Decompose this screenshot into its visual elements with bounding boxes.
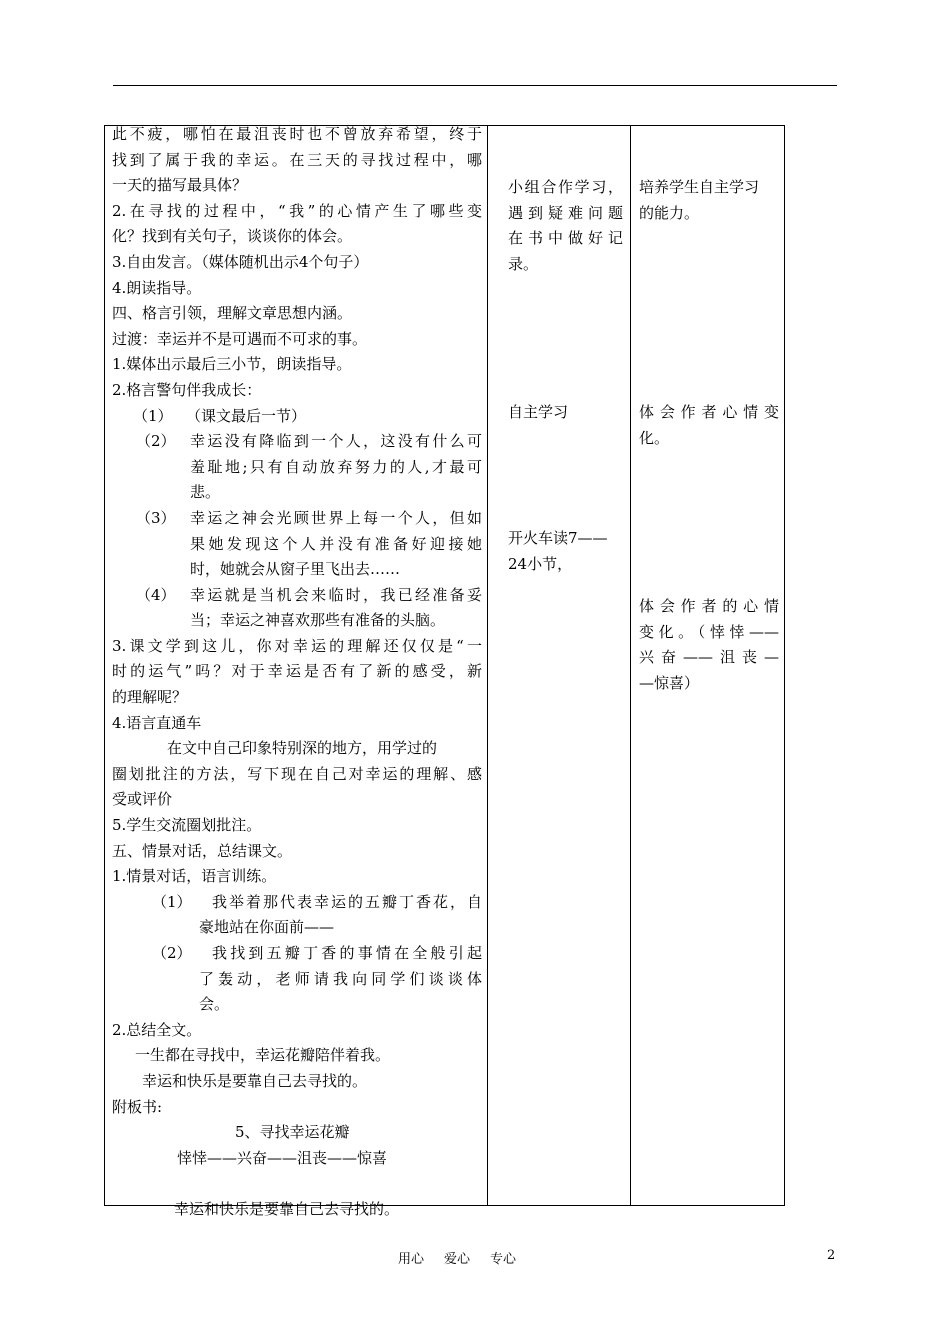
process-line: 的理解呢？ [112,688,188,707]
intent-line: 体会作者的心情 [639,597,779,615]
process-line: 1.情景对话，语言训练。 [112,867,277,886]
student-activity-column [508,126,623,1205]
summary-line: 一生都在寻找中，幸运花瓣陪伴着我。 [135,1046,391,1065]
quote-number: （4） [136,585,176,604]
activity-line: 录。 [508,254,539,273]
activity-line: 小组合作学习， [508,178,623,196]
column-divider [487,126,488,1205]
summary-line: 幸运和快乐是要靠自己去寻找的。 [142,1071,368,1090]
intent-line: —惊喜） [639,673,700,692]
intent-line: 的能力。 [639,203,700,222]
summary-title: 2.总结全文。 [112,1020,202,1039]
board-mood: 悻悻——兴奋——沮丧——惊喜 [177,1148,388,1167]
process-line: 圈划批注的方法，写下现在自己对幸运的理解、感 [112,764,482,783]
process-line: 受或评价 [112,790,173,809]
process-line: 一天的描写最具体？ [112,176,248,195]
dialog-text: 我找到五瓣丁香的事情在全般引起 [212,944,482,962]
dialog-text: 了轰动，老师请我向同学们谈谈体 [199,969,482,988]
teaching-process-column [112,125,482,1218]
column-divider [630,126,631,1205]
process-line: 4.朗读指导。 [112,278,202,297]
activity-line: 遇到疑难问题 [508,203,623,222]
process-line: 5.学生交流圈划批注。 [112,816,262,835]
process-line: 在文中自己印象特别深的地方，用学过的 [167,739,438,758]
board-title: 5、寻找幸运花瓣 [235,1123,350,1142]
page-number: 2 [827,1248,836,1263]
header-rule [113,85,837,86]
activity-line: 开火车读7—— [508,529,608,547]
process-line: 2.在寻找的过程中，“我”的心情产生了哪些变 [112,201,482,220]
intent-line: 兴奋——沮丧— [639,648,779,667]
process-line: 3.课文学到这儿，你对幸运的理解还仅仅是“一 [112,636,482,655]
quote-item [112,583,482,634]
quote-text: 当；幸运之神喜欢那些有准备的头脑。 [190,611,446,630]
dialog-item [112,890,482,941]
intent-line: 体会作者心情变 [639,403,779,421]
dialog-number: （2） [152,944,192,962]
quote-number: （1） [133,406,173,425]
quote-item [112,429,482,506]
footer-word: 用心 [398,1252,425,1267]
process-line: 4.语言直通车 [112,713,202,732]
process-line: 1.媒体出示最后三小节，朗读指导。 [112,355,352,374]
dialog-item [112,941,482,1018]
process-line: 五、情景对话，总结课文。 [112,841,293,860]
footer-word: 专心 [490,1252,517,1267]
process-line: 3.自由发言。（媒体随机出示4个句子） [112,252,369,271]
intent-line: 培养学生自主学习 [639,178,760,196]
board-end: 幸运和快乐是要靠自己去寻找的。 [174,1199,400,1218]
dialog-number: （1） [152,892,192,911]
quote-item [112,404,482,430]
dialog-text: 我举着那代表幸运的五瓣丁香花，自 [212,892,482,911]
process-line: 2.格言警句伴我成长： [112,380,262,399]
quote-text: 幸运没有降临到一个人，这没有什么可 [190,432,482,451]
activity-line: 24小节， [508,554,573,573]
dialog-text: 会。 [199,995,230,1014]
design-intent-column [639,126,779,1205]
intent-line: 化。 [639,428,670,447]
quote-number: （2） [136,432,176,451]
quote-text: 羞耻地;只有自动放弃努力的人,才最可 [190,457,482,476]
quote-text: 悲。 [190,483,221,502]
process-line: 化？找到有关句子，谈谈你的体会。 [112,227,353,246]
activity-line: 在书中做好记 [508,229,623,248]
quote-number: （3） [136,508,176,527]
board-spacer [112,1171,482,1197]
quote-text: 幸运就是当机会来临时，我已经准备妥 [190,585,482,604]
quote-text: （课文最后一节） [186,406,307,425]
process-line: 过渡：幸运并不是可遇而不可求的事。 [112,329,368,348]
dialog-text: 豪地站在你面前—— [199,918,335,937]
footer-word: 爱心 [444,1252,471,1267]
quote-text: 时，她就会从窗子里飞出去…… [190,560,401,579]
board-label: 附板书: [112,1097,163,1116]
process-line: 此不疲，哪怕在最沮丧时也不曾放弃希望，终于 [112,125,482,143]
quote-text: 幸运之神会光顾世界上每一个人，但如 [190,508,482,527]
intent-line: 变化。（悻悻—— [639,622,779,641]
quote-text: 果她发现这个人并没有准备好迎接她 [190,534,482,553]
activity-line: 自主学习 [508,403,569,421]
process-line: 找到了属于我的幸运。在三天的寻找过程中，哪 [112,150,482,169]
process-line: 四、格言引领，理解文章思想内涵。 [112,304,353,323]
quote-item [112,506,482,583]
lesson-table [104,125,785,1218]
footer-motto [398,1248,516,1267]
process-line: 时的运气”吗？对于幸运是否有了新的感受，新 [112,662,482,681]
